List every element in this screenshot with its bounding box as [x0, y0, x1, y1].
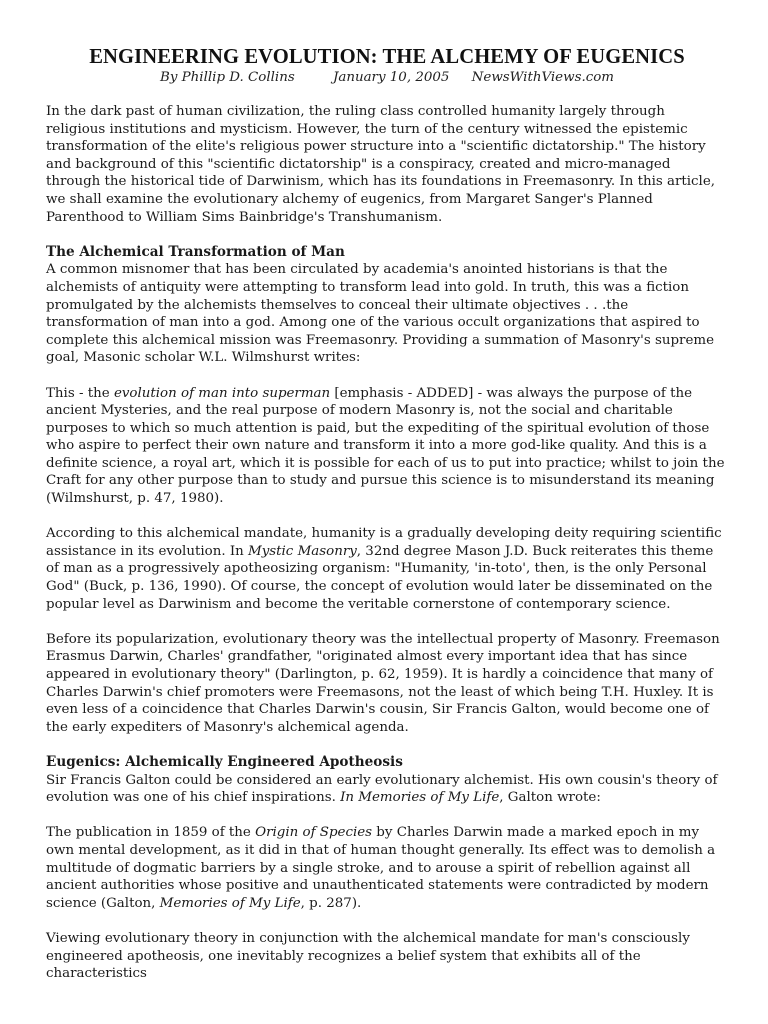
book-title: Origin of Species — [255, 825, 373, 841]
quote-emphasis: evolution of man into superman — [113, 385, 331, 401]
block-quote — [46, 385, 728, 508]
paragraph: Before its popularization, evolutionary theory was the intellectual property of Masonry. Freemason Erasmus Darwin, Charles' grandfather, "originated almost every important idea that has since appeared in evolutionary theory" (Darlington, p. 62, 1959). It is hardly a coincidence that many of Charles Darwin's chief promoters were Freemasons, not the least of which being T.H. Huxley. It is even less of a coincidence that Charles Darwin's cousin, Sir Francis Galton, would become one of the early expediters of Masonry's alchemical agenda. — [46, 631, 720, 735]
book-title: Memories of My Life — [159, 895, 301, 911]
paragraph — [46, 525, 728, 613]
section-heading: The Alchemical Transformation of Man — [46, 243, 345, 260]
quote-text: This - the — [46, 385, 114, 401]
intro-paragraph: In the dark past of human civilization, the ruling class controlled humanity largely through religious institutions and mysticism. However, the turn of the century witnessed the epistemic transformation of the elite's religious power structure into a "scientific dictatorship." The history and background of this "scientific dictatorship" is a conspiracy, created and micro-managed through the historical tide of Darwinism, which has its foundations in Freemasonry. In this article, we shall examine the evolutionary alchemy of eugenics, from Margaret Sanger's Planned Parenthood to William Sims Bainbridge's Transhumanism. — [46, 104, 716, 225]
article-title: ENGINEERING EVOLUTION: THE ALCHEMY OF EUGENICS — [89, 46, 685, 68]
publish-date: January 10, 2005 — [332, 70, 450, 85]
book-title: Mystic Masonry — [248, 543, 357, 559]
quote-text: , p. 287). — [300, 895, 362, 911]
paragraph-text: , 32nd degree Mason J.D. Buck reiterates this theme of man as a progressively apotheosizing organism: "Humanity, 'in-toto', then, is the only Personal God" (Buck, p. 136, 1990). Of course, the concept of evolution would later be disseminated on the popular level as Darwinism and become the veritable cornerstone of contemporary science. — [46, 543, 714, 612]
paragraph-text: , Galton wrote: — [499, 790, 601, 806]
section-heading: Eugenics: Alchemically Engineered Apotheosis — [46, 753, 403, 770]
block-quote — [46, 824, 728, 912]
author: By Phillip D. Collins — [160, 70, 295, 85]
source-site: NewsWithViews.com — [471, 70, 614, 85]
quote-text: by Charles Darwin made a marked epoch in my own mental development, as it did in that of human thought generally. Its effect was to demolish a multitude of dogmatic barriers by a single stroke, and to arouse a spirit of rebellion against all ancient authorities whose positive and unauthenticated statements were contradicted by modern science (Galton, — [46, 825, 716, 911]
article-body — [46, 103, 728, 983]
quote-text: The publication in 1859 of the — [46, 825, 256, 841]
quote-text: [emphasis - ADDED] - was always the purpose of the ancient Mysteries, and the real purpose of modern Masonry is, not the social and charitable purposes to which so much attention is paid, but the expediting of the spiritual evolution of those who aspire to perfect their own nature and transform it into a more god-like quality. And this is a definite science, a royal art, which it is possible for each of us to put into practice; whilst to join the Craft for any other purpose than to study and pursue this science is to misunderstand its meaning (Wilmshurst, p. 47, 1980). — [46, 385, 725, 507]
paragraph — [46, 772, 728, 807]
byline — [46, 70, 728, 85]
book-title: In Memories of My Life — [340, 790, 500, 806]
paragraph: A common misnomer that has been circulated by academia's anointed historians is that the alchemists of antiquity were attempting to transform lead into gold. In truth, this was a fiction promulgated by the alchemists themselves to conceal their ultimate objectives . . .the transformation of man into a god. Among one of the various occult organizations that aspired to complete this alchemical mission was Freemasonry. Providing a summation of Masonry's supreme goal, Masonic scholar W.L. Wilmshurst writes: — [46, 262, 715, 366]
paragraph: Viewing evolutionary theory in conjunction with the alchemical mandate for man's consciously engineered apotheosis, one inevitably recognizes a belief system that exhibits all of the characteristics — [46, 930, 690, 982]
paragraph-text: Sir Francis Galton could be considered an early evolutionary alchemist. His own cousin's theory of evolution was one of his chief inspirations. — [46, 772, 718, 806]
paragraph-text: According to this alchemical mandate, humanity is a gradually developing deity requiring scientific assistance in its evolution. In — [46, 526, 722, 559]
